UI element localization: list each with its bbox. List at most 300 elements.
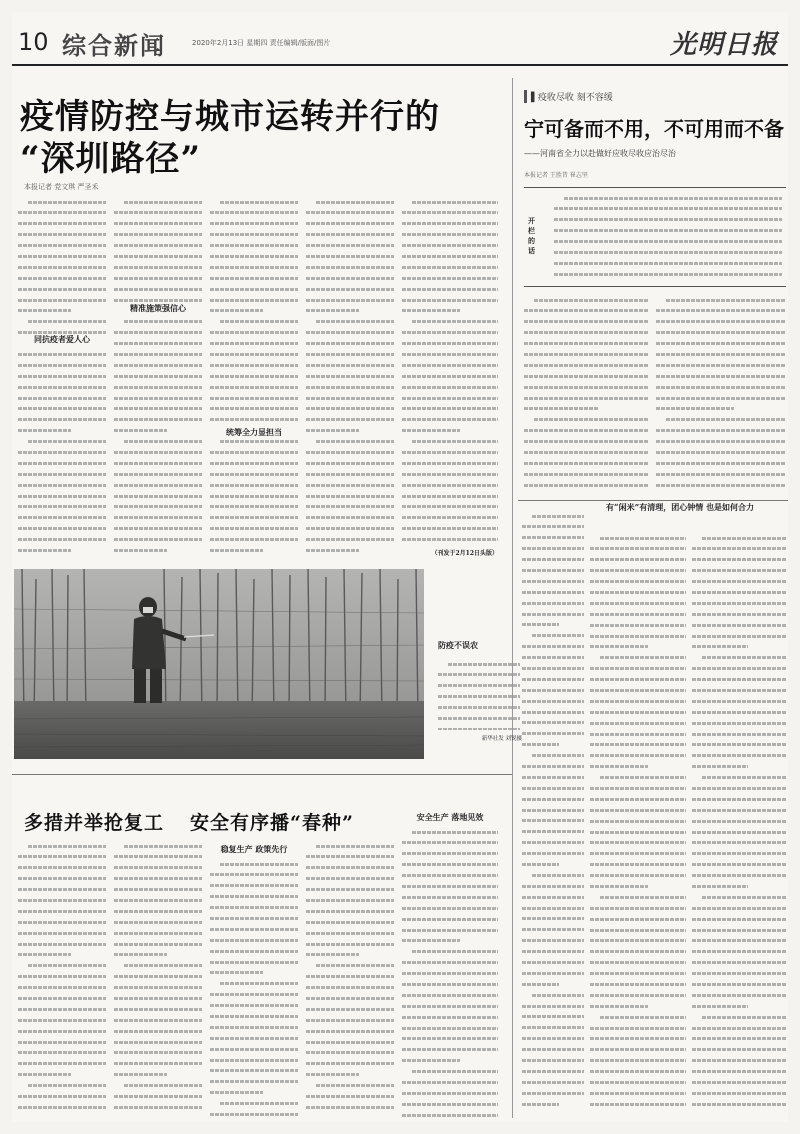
body-text-line (114, 1062, 202, 1070)
lead-subhead-2: 精准施策强信心 (114, 303, 202, 314)
body-text-line (402, 852, 498, 860)
body-text-line (692, 929, 786, 937)
body-text-line (554, 229, 782, 237)
body-text-line (402, 277, 498, 285)
body-text-line (522, 634, 584, 642)
body-text-line (522, 711, 584, 719)
body-text-line (692, 547, 786, 555)
body-text-line (114, 538, 202, 546)
body-text-line (524, 407, 598, 415)
body-text-line (402, 353, 498, 361)
body-text-line (18, 201, 106, 209)
body-text-line (306, 845, 394, 853)
body-text-line (522, 765, 584, 773)
body-text-line (692, 1048, 786, 1056)
body-text-line (306, 1041, 394, 1049)
body-text-line (402, 320, 498, 328)
body-text-line (692, 809, 786, 817)
body-text-line (114, 277, 202, 285)
body-text-line (18, 877, 106, 885)
body-text-line (114, 201, 202, 209)
body-text-line (402, 885, 498, 893)
body-text-line (692, 994, 786, 1002)
body-text-line (114, 440, 202, 448)
body-text-line (402, 907, 498, 915)
body-text-line (692, 863, 786, 871)
body-text-line (210, 1015, 298, 1023)
body-text-line (402, 1081, 498, 1089)
body-text-line (522, 721, 584, 729)
masthead (12, 18, 788, 66)
body-text-line (692, 569, 786, 577)
body-text-line (522, 743, 559, 751)
body-text-line (18, 953, 71, 961)
body-text-line (114, 484, 202, 492)
body-text-line (692, 722, 786, 730)
body-text-line (114, 516, 202, 524)
bottom-column-5 (402, 828, 498, 1117)
body-text-line (18, 397, 106, 405)
body-text-line (114, 527, 202, 535)
lead-column-2 (114, 198, 202, 558)
body-text-line (590, 754, 686, 762)
bottom-subhead-3: 安全生产 落地见效 (416, 812, 484, 822)
body-text-line (114, 331, 202, 339)
body-text-line (306, 277, 394, 285)
body-text-line (18, 986, 106, 994)
body-text-line (590, 635, 686, 643)
body-text-line (524, 429, 648, 437)
lead-byline: 本报记者 党文琪 严圣禾 (24, 183, 99, 191)
body-text-line (210, 473, 298, 481)
paper-logo: 光明日报 (669, 30, 778, 60)
body-text-line (590, 1081, 686, 1089)
body-text-line (114, 211, 202, 219)
newspaper-page (12, 12, 788, 1122)
body-text-line (306, 1073, 359, 1081)
body-text-line (656, 484, 786, 492)
body-text-line (590, 591, 686, 599)
body-text-line (18, 1051, 106, 1059)
body-text-line (306, 299, 394, 307)
body-text-line (524, 473, 648, 481)
body-text-line (402, 527, 498, 535)
body-text-line (656, 473, 786, 481)
body-text-line (590, 776, 686, 784)
body-text-line (210, 451, 298, 459)
body-text-line (656, 375, 786, 383)
body-text-line (18, 943, 106, 951)
body-text-line (18, 353, 106, 361)
body-text-line (210, 331, 298, 339)
body-text-line (656, 462, 786, 470)
body-text-line (114, 1008, 202, 1016)
body-text-line (18, 997, 106, 1005)
body-text-line (402, 1005, 498, 1013)
body-text-line (306, 353, 394, 361)
bottom-headline-part1: 多措并举抢复工 (24, 812, 165, 834)
body-text-line (402, 874, 498, 882)
body-text-line (590, 907, 686, 915)
body-text-line (692, 733, 786, 741)
body-text-line (524, 484, 648, 492)
body-text-line (114, 1051, 202, 1059)
body-text-line (306, 1084, 394, 1092)
body-text-line (18, 975, 106, 983)
body-text-line (522, 994, 584, 1002)
body-text-line (522, 1070, 584, 1078)
body-text-line (692, 602, 786, 610)
body-text-line (114, 1095, 202, 1103)
body-text-line (114, 1106, 202, 1114)
body-text-line (18, 473, 106, 481)
body-text-line (402, 233, 498, 241)
body-text-line (210, 266, 298, 274)
body-text-line (692, 645, 748, 653)
body-text-line (522, 1081, 584, 1089)
body-text-line (522, 961, 584, 969)
body-text-line (18, 418, 106, 426)
body-text-line (306, 899, 394, 907)
sidebar-headline: 有“闲米”有清理，团心钟情 也是如何合力 (606, 502, 754, 512)
body-text-line (402, 211, 498, 219)
body-text-line (306, 309, 359, 317)
body-text-line (656, 418, 786, 426)
body-text-line (210, 299, 298, 307)
body-text-line (692, 754, 786, 762)
body-text-line (590, 1048, 686, 1056)
body-text-line (656, 299, 786, 307)
body-text-line (306, 1106, 394, 1114)
body-text-line (522, 536, 584, 544)
body-text-line (402, 364, 498, 372)
body-text-line (524, 386, 648, 394)
body-text-line (306, 407, 394, 415)
body-text-line (590, 1092, 686, 1100)
body-text-line (18, 866, 106, 874)
photo-rule (12, 774, 512, 775)
body-text-line (402, 1016, 498, 1024)
body-text-line (306, 201, 394, 209)
body-text-line (306, 233, 394, 241)
body-text-line (522, 515, 584, 523)
body-text-line (18, 549, 71, 557)
body-text-line (590, 929, 686, 937)
body-text-line (18, 1073, 71, 1081)
body-text-line (438, 695, 520, 703)
body-text-line (306, 527, 394, 535)
body-text-line (210, 895, 298, 903)
body-text-line (402, 1037, 498, 1045)
body-text-line (306, 1019, 394, 1027)
body-text-line (210, 527, 298, 535)
body-text-line (522, 776, 584, 784)
body-text-line (402, 462, 498, 470)
body-text-line (524, 462, 648, 470)
body-text-line (402, 918, 498, 926)
body-text-line (306, 943, 394, 951)
body-text-line (522, 689, 584, 697)
body-text-line (210, 407, 298, 415)
body-text-line (18, 1030, 106, 1038)
body-text-line (114, 1073, 167, 1081)
body-text-line (522, 1103, 559, 1111)
body-text-line (114, 255, 202, 263)
body-text-line (306, 866, 394, 874)
body-text-line (114, 462, 202, 470)
body-text-line (692, 1005, 748, 1013)
body-text-line (590, 885, 648, 893)
body-text-line (692, 950, 786, 958)
body-text-line (656, 353, 786, 361)
body-text-line (402, 863, 498, 871)
body-text-line (522, 700, 584, 708)
body-text-line (590, 874, 686, 882)
body-text-line (114, 888, 202, 896)
body-text-line (522, 896, 584, 904)
body-text-line (114, 1030, 202, 1038)
body-text-line (210, 320, 298, 328)
body-text-line (522, 732, 584, 740)
body-text-line (522, 667, 584, 675)
body-text-line (402, 429, 460, 437)
lead-column-3 (210, 198, 298, 558)
body-text-line (402, 451, 498, 459)
body-text-line (402, 244, 498, 252)
body-text-line (306, 953, 359, 961)
body-text-line (306, 473, 394, 481)
body-text-line (692, 1092, 786, 1100)
body-text-line (692, 798, 786, 806)
body-text-line (590, 1059, 686, 1067)
body-text-line (692, 743, 786, 751)
body-text-line (210, 353, 298, 361)
body-text-line (210, 950, 298, 958)
body-text-line (18, 375, 106, 383)
body-text-line (18, 255, 106, 263)
body-text-line (306, 997, 394, 1005)
body-text-line (590, 1027, 686, 1035)
body-text-line (306, 342, 394, 350)
body-text-line (18, 386, 106, 394)
body-text-line (114, 932, 202, 940)
body-text-line (114, 222, 202, 230)
body-text-line (656, 309, 786, 317)
body-text-line (210, 1059, 298, 1067)
right-kicker: ▌疫收尽收 刻不容缓 (524, 90, 613, 103)
body-text-line (306, 244, 394, 252)
body-text-line (692, 635, 786, 643)
body-text-line (692, 580, 786, 588)
body-text-line (692, 885, 748, 893)
body-text-line (590, 711, 686, 719)
body-text-line (114, 364, 202, 372)
lead-headline (20, 96, 500, 180)
body-text-line (18, 1041, 106, 1049)
lead-column-1 (18, 198, 106, 558)
body-text-line (210, 982, 298, 990)
body-text-line (210, 928, 298, 936)
body-text-line (522, 863, 559, 871)
body-text-line (306, 397, 394, 405)
body-text-line (554, 262, 782, 270)
body-text-line (18, 855, 106, 863)
body-text-line (402, 299, 498, 307)
body-text-line (114, 407, 202, 415)
body-text-line (210, 342, 298, 350)
body-text-line (114, 997, 202, 1005)
body-text-line (210, 505, 298, 513)
body-text-line (210, 873, 298, 881)
body-text-line (210, 211, 298, 219)
body-text-line (522, 558, 584, 566)
body-text-line (554, 273, 782, 281)
body-text-line (18, 288, 106, 296)
body-text-line (590, 798, 686, 806)
body-text-line (554, 251, 782, 259)
body-text-line (590, 645, 648, 653)
body-text-line (114, 910, 202, 918)
body-text-line (590, 787, 686, 795)
section-name: 综合新闻 (62, 31, 166, 60)
body-text-line (692, 820, 786, 828)
body-text-line (210, 288, 298, 296)
body-text-line (114, 473, 202, 481)
body-text-line (18, 299, 106, 307)
body-text-line (692, 841, 786, 849)
body-text-line (692, 961, 786, 969)
body-text-line (210, 1037, 298, 1045)
bottom-column-4 (306, 842, 394, 1117)
body-text-line (402, 495, 498, 503)
body-text-line (590, 852, 686, 860)
body-text-line (590, 602, 686, 610)
photo-caption-title: 防疫不误农 (438, 640, 478, 650)
right-headline: 宁可备而不用，不可用而不备 (524, 117, 784, 141)
body-text-line (210, 309, 263, 317)
body-text-line (18, 320, 106, 328)
body-text-line (114, 953, 167, 961)
body-text-line (210, 1102, 298, 1110)
body-text-line (692, 918, 786, 926)
body-text-line (18, 1106, 106, 1114)
body-text-line (306, 255, 394, 263)
body-text-line (306, 331, 394, 339)
body-text-line (306, 495, 394, 503)
body-text-line (656, 397, 786, 405)
body-text-line (210, 1026, 298, 1034)
body-text-line (114, 244, 202, 252)
body-text-line (306, 451, 394, 459)
body-text-line (402, 473, 498, 481)
body-text-line (590, 700, 686, 708)
body-text-line (114, 921, 202, 929)
body-text-line (438, 728, 520, 730)
body-text-line (692, 558, 786, 566)
bottom-subhead-1: 稳复生产 政策先行 (220, 844, 288, 854)
body-text-line (402, 288, 498, 296)
body-text-line (402, 342, 498, 350)
body-text-line (306, 549, 359, 557)
body-text-line (402, 375, 498, 383)
bottom-column-2 (114, 842, 202, 1117)
body-text-line (306, 986, 394, 994)
body-text-line (114, 943, 202, 951)
body-text-line (210, 233, 298, 241)
body-text-line (656, 451, 786, 459)
body-text-line (402, 255, 498, 263)
body-text-line (114, 451, 202, 459)
body-text-line (18, 1062, 106, 1070)
body-text-line (114, 866, 202, 874)
body-text-line (522, 928, 584, 936)
body-text-line (18, 266, 106, 274)
body-text-line (402, 201, 498, 209)
body-text-line (438, 717, 520, 725)
body-text-line (306, 932, 394, 940)
body-text-line (590, 863, 686, 871)
body-text-line (114, 342, 202, 350)
body-text-line (692, 787, 786, 795)
news-photo (14, 569, 424, 759)
photo-credit: 新华社发 刘锐摄 (481, 736, 522, 742)
body-text-line (18, 495, 106, 503)
body-text-line (114, 418, 202, 426)
body-text-line (210, 201, 298, 209)
body-text-line (402, 841, 498, 849)
body-text-line (402, 831, 498, 839)
body-text-line (590, 918, 686, 926)
bottom-column-1 (18, 842, 106, 1117)
body-text-line (306, 288, 394, 296)
body-text-line (590, 689, 686, 697)
body-text-line (114, 505, 202, 513)
body-text-line (114, 320, 202, 328)
body-text-line (402, 994, 498, 1002)
body-text-line (210, 440, 298, 448)
body-text-line (18, 845, 106, 853)
body-text-line (692, 591, 786, 599)
body-text-line (210, 516, 298, 524)
body-text-line (692, 1081, 786, 1089)
body-text-line (522, 874, 584, 882)
body-text-line (590, 722, 686, 730)
right-subtitle: ——河南省全力以赴做好应收尽收应治尽治 (524, 149, 676, 158)
body-text-line (692, 1037, 786, 1045)
body-text-line (114, 845, 202, 853)
body-text-line (402, 397, 498, 405)
body-text-line (306, 1095, 394, 1103)
body-text-line (114, 288, 202, 296)
body-text-line (590, 547, 686, 555)
photo-caption-text (438, 660, 520, 730)
body-text-line (522, 591, 584, 599)
body-text-line (692, 613, 786, 621)
body-text-line (210, 863, 298, 871)
body-text-line (402, 407, 498, 415)
body-text-line (692, 1070, 786, 1078)
body-text-line (306, 538, 394, 546)
body-text-line (210, 255, 298, 263)
body-text-line (522, 569, 584, 577)
body-text-line (18, 233, 106, 241)
body-text-line (402, 266, 498, 274)
editorial-text (554, 194, 782, 282)
body-text-line (114, 375, 202, 383)
body-text-line (114, 1041, 202, 1049)
body-text-line (590, 831, 686, 839)
body-text-line (692, 1059, 786, 1067)
